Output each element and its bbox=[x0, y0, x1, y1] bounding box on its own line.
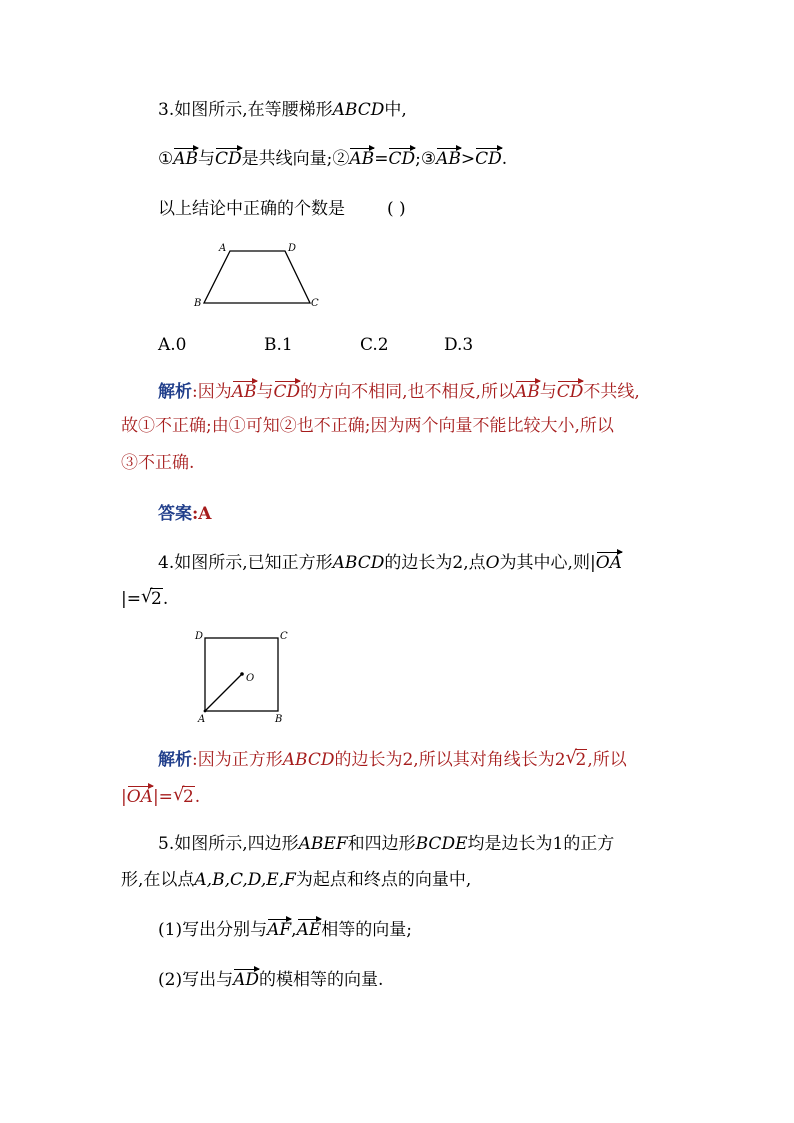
q4-text: . bbox=[162, 589, 169, 609]
analysis-text: 与 bbox=[539, 382, 557, 402]
q4-analysis-line1 bbox=[158, 748, 627, 772]
vector-cd: CD bbox=[388, 146, 415, 168]
point-o bbox=[240, 672, 244, 676]
analysis-text: 的方向不相同,也不相反,所以 bbox=[300, 382, 515, 402]
q3-s3-mark: ③ bbox=[420, 149, 437, 169]
vector-ad: AD bbox=[233, 967, 259, 989]
q4-stem-line2 bbox=[121, 587, 168, 611]
q3-s2-mark: ② bbox=[332, 149, 350, 169]
analysis-text: ,所以其对角线长为 bbox=[413, 750, 555, 770]
q3-stem-text: 如图所示,在等腰梯形 bbox=[174, 100, 333, 120]
analysis-text: 的边长为 bbox=[334, 750, 403, 770]
analysis-text: . bbox=[194, 787, 201, 807]
q3-and: 与 bbox=[198, 149, 216, 169]
vector-oa: OA bbox=[127, 784, 153, 806]
q3-s1-mark: ① bbox=[158, 149, 174, 169]
segment-ao bbox=[205, 674, 242, 711]
vector-cd: CD bbox=[557, 379, 584, 401]
option-d: D.3 bbox=[444, 335, 474, 355]
vector-ab: AB bbox=[232, 379, 257, 401]
q5-shape1: ABEF bbox=[298, 834, 348, 854]
q5-text: 为起点和终点的向量中, bbox=[295, 870, 472, 890]
label-o: O bbox=[246, 673, 255, 684]
label-c: C bbox=[311, 298, 319, 309]
q3-analysis-line3: ③不正确. bbox=[121, 453, 195, 473]
q3-statements bbox=[158, 146, 507, 171]
vector-cd: CD bbox=[274, 379, 301, 401]
sqrt-expression: √ 2 bbox=[172, 784, 194, 807]
vector-ae: AE bbox=[297, 917, 322, 939]
q4-text: 的边长为 bbox=[384, 553, 453, 573]
q5-shape2: BCDE bbox=[415, 834, 468, 854]
q3-gt: > bbox=[460, 149, 476, 169]
q4-center: O bbox=[485, 553, 500, 573]
q5-side: 1 bbox=[552, 834, 564, 854]
vector-ab: AB bbox=[349, 146, 374, 168]
label-d: D bbox=[195, 631, 204, 642]
q3-shape-name: ABCD bbox=[332, 100, 385, 120]
point-a bbox=[204, 710, 207, 713]
q3-analysis-line1 bbox=[158, 379, 640, 404]
vector-ab: AB bbox=[436, 146, 461, 168]
q3-eq: = bbox=[374, 149, 389, 169]
q5-text: , bbox=[291, 920, 297, 940]
trapezoid-shape bbox=[204, 251, 310, 303]
analysis-text: 不共线, bbox=[583, 382, 640, 402]
q3-answer bbox=[158, 502, 211, 526]
label-b: B bbox=[275, 714, 283, 725]
analysis-text: | bbox=[121, 787, 127, 807]
option-c: C.2 bbox=[360, 335, 389, 355]
q3-number: 3. bbox=[158, 100, 175, 120]
q3-stem-tail: 中, bbox=[384, 100, 407, 120]
analysis-text: :因为正方形 bbox=[192, 750, 283, 770]
q5-stem-line1 bbox=[158, 832, 614, 856]
q4-shape-name: ABCD bbox=[332, 553, 385, 573]
analysis-label: 解析 bbox=[158, 750, 192, 770]
q3-ask-text: 以上结论中正确的个数是 bbox=[158, 199, 345, 219]
q4-number: 4. bbox=[158, 553, 175, 573]
q5-part1 bbox=[158, 917, 412, 942]
q5-number: 5. bbox=[158, 834, 175, 854]
analysis-text: |= bbox=[152, 787, 173, 807]
option-a: A.0 bbox=[158, 335, 187, 355]
vector-cd: CD bbox=[475, 146, 502, 168]
sqrt-expression: √ 2 bbox=[565, 747, 587, 770]
label-a: A bbox=[219, 243, 227, 254]
q3-stem bbox=[158, 98, 407, 122]
label-c: C bbox=[280, 631, 288, 642]
q5-text: 的模相等的向量. bbox=[259, 970, 384, 990]
analysis-text: 2 bbox=[402, 750, 414, 770]
label-b: B bbox=[194, 298, 202, 309]
sqrt-arg: 2 bbox=[182, 787, 194, 807]
q3-ask bbox=[158, 197, 406, 221]
q5-text: 如图所示,四边形 bbox=[174, 834, 299, 854]
trapezoid-figure bbox=[188, 238, 328, 310]
answer-blank: ( ) bbox=[387, 199, 406, 219]
answer-label: 答案 bbox=[158, 504, 192, 524]
analysis-text: 与 bbox=[256, 382, 274, 402]
label-a: A bbox=[198, 714, 206, 725]
q5-points: A,B,C,D,E,F bbox=[194, 870, 296, 890]
q5-text: (2)写出与 bbox=[158, 970, 234, 990]
analysis-text: ,所以 bbox=[587, 750, 627, 770]
square-figure bbox=[190, 626, 300, 726]
vector-oa: OA bbox=[596, 550, 622, 572]
analysis-text: 2 bbox=[554, 750, 566, 770]
analysis-label: 解析 bbox=[158, 382, 192, 402]
vector-ab: AB bbox=[515, 379, 540, 401]
q5-part2 bbox=[158, 967, 383, 992]
q4-side: 2 bbox=[452, 553, 464, 573]
sqrt-arg: 2 bbox=[150, 589, 162, 609]
q5-text: (1)写出分别与 bbox=[158, 920, 268, 940]
q5-text: 的正方 bbox=[563, 834, 615, 854]
q3-s1-tail: 是共线向量; bbox=[241, 149, 333, 169]
q4-text: ,点 bbox=[463, 553, 486, 573]
analysis-shape: ABCD bbox=[282, 750, 335, 770]
vector-af: AF bbox=[267, 917, 291, 939]
q5-text: 均是边长为 bbox=[467, 834, 553, 854]
vector-ab: AB bbox=[173, 146, 198, 168]
answer-value: :A bbox=[192, 504, 212, 524]
q3-analysis-line2: 故①不正确;由①可知②也不正确;因为两个向量不能比较大小,所以 bbox=[121, 416, 614, 436]
analysis-text: :因为 bbox=[192, 382, 232, 402]
sqrt-arg: 2 bbox=[575, 750, 587, 770]
q5-text: 和四边形 bbox=[347, 834, 416, 854]
q4-text: 如图所示,已知正方形 bbox=[174, 553, 333, 573]
option-b: B.1 bbox=[264, 335, 293, 355]
q4-text: |= bbox=[121, 589, 141, 609]
q4-text: 为其中心,则| bbox=[499, 553, 596, 573]
q3-options bbox=[158, 333, 473, 357]
q4-stem-line1 bbox=[158, 550, 622, 575]
q3-period: . bbox=[501, 149, 508, 169]
q3-semi: ; bbox=[415, 149, 421, 169]
sqrt-expression: √ 2 bbox=[140, 586, 162, 609]
vector-cd: CD bbox=[215, 146, 242, 168]
q5-text: 相等的向量; bbox=[321, 920, 412, 940]
q5-stem-line2 bbox=[121, 868, 471, 892]
label-d: D bbox=[288, 243, 297, 254]
q4-analysis-line2 bbox=[121, 784, 200, 809]
q5-text: 形,在以点 bbox=[121, 870, 195, 890]
